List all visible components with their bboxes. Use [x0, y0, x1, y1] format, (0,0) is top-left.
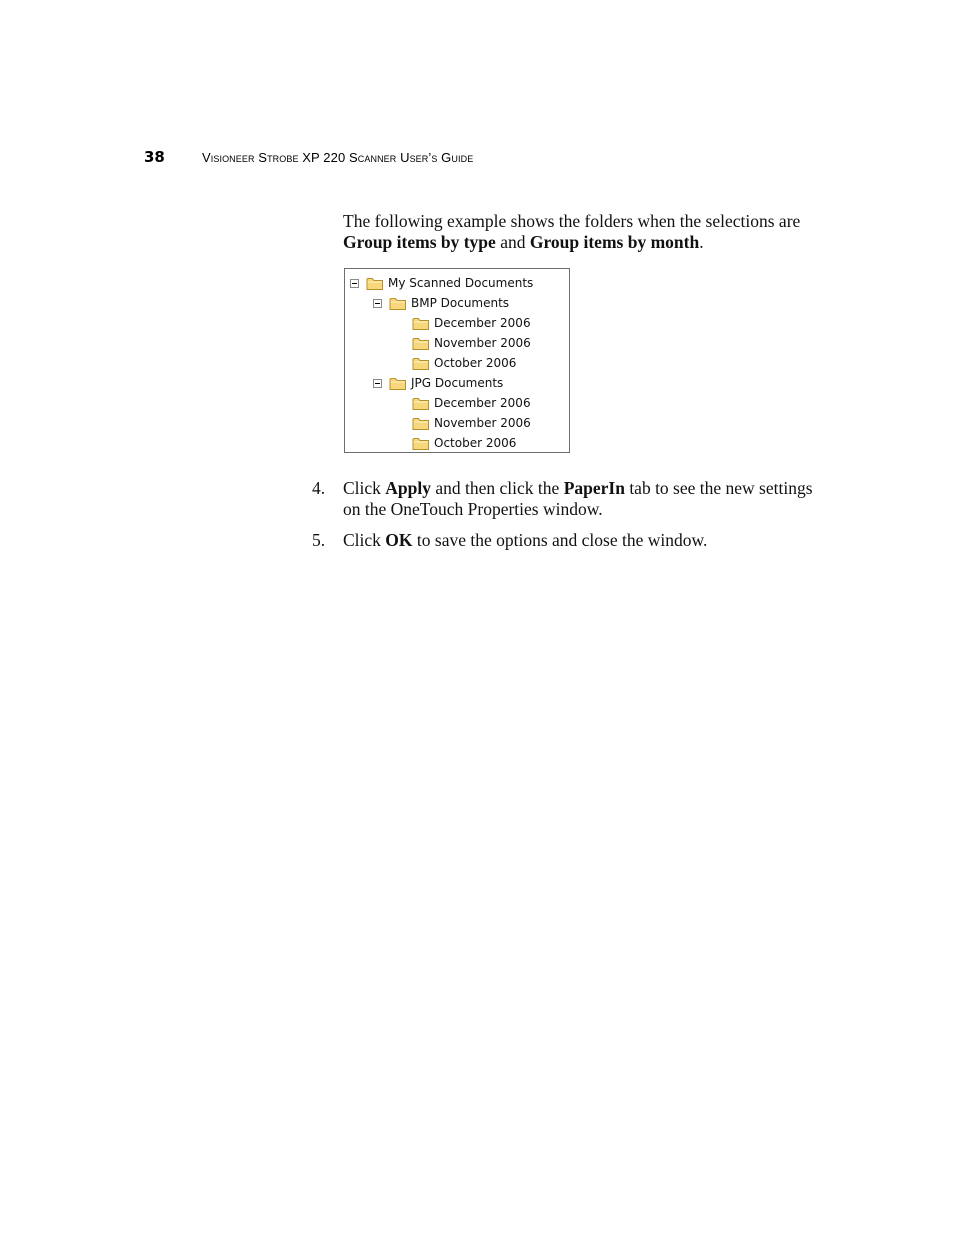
tree-item-label: October 2006 — [434, 356, 517, 370]
folder-icon — [366, 276, 384, 291]
intro-text: The following example shows the folders when the selections are — [343, 211, 801, 231]
collapse-icon[interactable] — [373, 299, 382, 308]
folder-icon — [389, 376, 407, 391]
step-item — [312, 478, 822, 520]
step-text: and then click the — [431, 478, 564, 498]
tree-item-jpg-november-2006[interactable] — [412, 414, 531, 432]
tree-item-bmp-october-2006[interactable] — [412, 354, 516, 372]
intro-text: . — [699, 232, 704, 252]
folder-icon — [412, 396, 430, 411]
intro-paragraph — [343, 211, 823, 253]
tree-item-label: November 2006 — [434, 416, 531, 430]
step-number: 5. — [312, 530, 326, 550]
tree-item-label: My Scanned Documents — [388, 276, 534, 290]
folder-icon — [389, 296, 407, 311]
folder-icon — [412, 336, 430, 351]
step-text: tab to see the new settings on the OneTouch Properties window. — [343, 478, 813, 519]
step-text: to save the options and close the window. — [412, 530, 708, 550]
running-title: Visioneer Strobe XP 220 Scanner User’s Guide — [202, 150, 474, 165]
tree-item-jpg-documents[interactable] — [373, 374, 503, 392]
tree-item-bmp-documents[interactable] — [373, 294, 509, 312]
tree-item-jpg-october-2006[interactable] — [412, 434, 516, 452]
step-text: Click — [343, 478, 386, 498]
step-item — [312, 530, 822, 551]
steps-list — [312, 478, 822, 561]
step-bold-paperin: PaperIn — [563, 478, 625, 498]
tree-item-label: December 2006 — [434, 396, 531, 410]
intro-text: and — [495, 232, 530, 252]
step-number: 4. — [312, 478, 326, 498]
collapse-icon[interactable] — [373, 379, 382, 388]
page-header — [0, 146, 954, 170]
tree-item-label: BMP Documents — [411, 296, 510, 310]
collapse-icon[interactable] — [350, 279, 359, 288]
intro-bold-group-by-type: Group items by type — [343, 232, 496, 252]
tree-item-label: November 2006 — [434, 336, 531, 350]
tree-item-label: JPG Documents — [411, 376, 504, 390]
intro-bold-group-by-month: Group items by month — [529, 232, 700, 252]
tree-item-label: October 2006 — [434, 436, 517, 450]
folder-icon — [412, 436, 430, 451]
tree-item-bmp-november-2006[interactable] — [412, 334, 531, 352]
tree-item-label: December 2006 — [434, 316, 531, 330]
page-number: 38 — [144, 148, 165, 166]
folder-icon — [412, 416, 430, 431]
step-text: Click — [343, 530, 386, 550]
tree-item-bmp-december-2006[interactable] — [412, 314, 531, 332]
folder-tree-screenshot — [344, 268, 570, 453]
step-bold-apply: Apply — [385, 478, 432, 498]
folder-icon — [412, 316, 430, 331]
step-bold-ok: OK — [385, 530, 413, 550]
tree-item-jpg-december-2006[interactable] — [412, 394, 531, 412]
tree-item-my-scanned-documents[interactable] — [350, 274, 533, 292]
folder-icon — [412, 356, 430, 371]
